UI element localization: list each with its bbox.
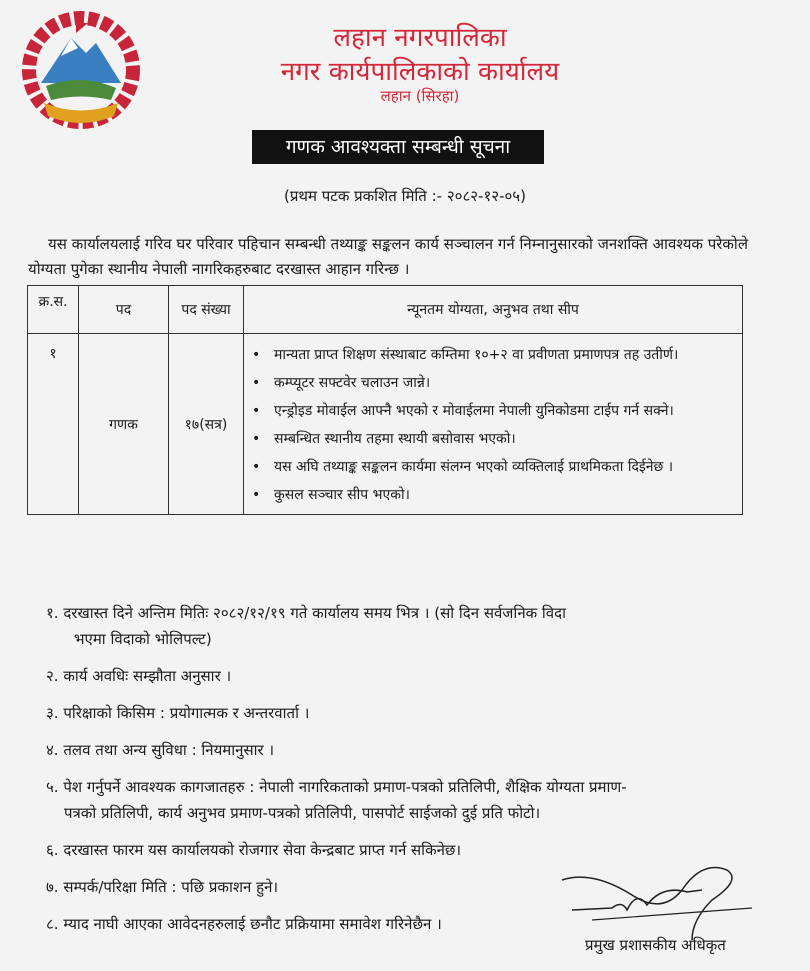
note-number: ४. — [46, 741, 59, 759]
note-number: ७. — [46, 878, 59, 896]
note-text: सम्पर्क/परिक्षा मिति : पछि प्रकाशन हुने। — [63, 878, 279, 896]
col-post: पद — [79, 286, 169, 334]
cell-count: १७(सत्र) — [169, 334, 244, 515]
requirement-item: • कुसल सञ्चार सीप भएको। — [274, 482, 726, 508]
office-location: लहान (सिरहा) — [380, 87, 460, 105]
note-text: दरखास्त फारम यस कार्यालयको रोजगार सेवा केन्द्रबाट प्राप्त गर्न सकिनेछ। — [63, 841, 462, 859]
requirement-item: • कम्प्यूटर सफ्टवेर चलाउन जान्ने। — [274, 370, 726, 396]
note-number: ५. — [46, 778, 59, 796]
note-text: म्याद नाघी आएका आवेदनहरुलाई छनौट प्रक्रियामा समावेश गरिनेछैन । — [63, 915, 442, 933]
note-text: परिक्षाको किसिम : प्रयोगात्मक र अन्तरवार्ता । — [63, 704, 310, 722]
notice-title: गणक आवश्यक्ता सम्बन्धी सूचना — [252, 130, 544, 164]
published-date: (प्रथम पटक प्रकशित मिति :- २०८२-१२-०५) — [284, 187, 526, 205]
note-item — [46, 600, 746, 652]
office-subtitle: नगर कार्यपालिकाको कार्यालय — [280, 57, 560, 87]
note-item — [46, 737, 746, 763]
table-row — [28, 334, 743, 515]
cell-requirements — [244, 334, 743, 515]
note-number: २. — [46, 667, 59, 685]
col-count: पद संख्या — [169, 286, 244, 334]
intro-paragraph: यस कार्यालयलाई गरिव घर परिवार पहिचान सम्बन्धी तथ्याङ्क सङ्कलन कार्य सञ्चालन गर्न निम्नानुसारको जनशक्ति आवश्यक परेकोले योग्यता पुगेका स्थानीय नेपाली नागरिकहरुबाट दरखास्त आहान गरिन्छ । — [28, 235, 748, 278]
office-name: लहान नगरपालिका — [333, 23, 507, 53]
note-number: ३. — [46, 704, 59, 722]
note-number: १. — [46, 604, 59, 622]
col-sn: क्र.स. — [28, 286, 79, 334]
requirement-item: • सम्बन्धित स्थानीय तहमा स्थायी बसोवास भएको। — [274, 426, 726, 452]
note-continuation: पत्रको प्रतिलिपी, कार्य अनुभव प्रमाण-पत्रको प्रतिलिपी, पासपोर्ट साईजको दुई प्रति फोटो। — [64, 804, 541, 822]
note-item — [46, 774, 746, 826]
requirement-item: • यस अघि तथ्याङ्क सङ्कलन कार्यमा संलग्न भएको व्यक्तिलाई प्राथमिकता दिईनेछ । — [274, 454, 726, 480]
note-text: कार्य अवधिः सम्झौता अनुसार । — [63, 667, 232, 685]
requirement-item: • मान्यता प्राप्त शिक्षण संस्थाबाट कम्तिमा १०+२ वा प्रवीणता प्रमाणपत्र तह उतीर्ण। — [274, 342, 726, 368]
cell-sn: १ — [28, 334, 79, 515]
note-text: पेश गर्नुपर्ने आवश्यक कागजातहरु : नेपाली नागरिकताको प्रमाण-पत्रको प्रतिलिपी, शैक्षिक योग्यता प्रमाण- — [63, 778, 627, 796]
signatory-title: प्रमुख प्रशासकीय अधिकृत — [585, 936, 726, 954]
note-item — [46, 700, 746, 726]
note-number: ६. — [46, 841, 59, 859]
col-requirements: न्यूनतम योग्यता, अनुभव तथा सीप — [244, 286, 743, 334]
table-header-row — [28, 286, 743, 334]
cell-post: गणक — [79, 334, 169, 515]
requirement-item: • एन्ड्रोइड मोवाईल आफ्नै भएको र मोवाईलमा नेपाली युनिकोडमा टाईप गर्न सक्ने। — [274, 398, 726, 424]
note-number: ८. — [46, 915, 59, 933]
note-item — [46, 663, 746, 689]
requirements-table — [27, 285, 743, 515]
signature — [552, 860, 752, 940]
note-continuation: भएमा विदाको भोलिपल्ट) — [74, 630, 212, 648]
note-text: तलव तथा अन्य सुविधा : नियमानुसार । — [63, 741, 275, 759]
note-text: दरखास्त दिने अन्तिम मितिः २०८२/१२/१९ गते कार्यालय समय भित्र । (सो दिन सर्वजनिक विदा — [63, 604, 567, 622]
